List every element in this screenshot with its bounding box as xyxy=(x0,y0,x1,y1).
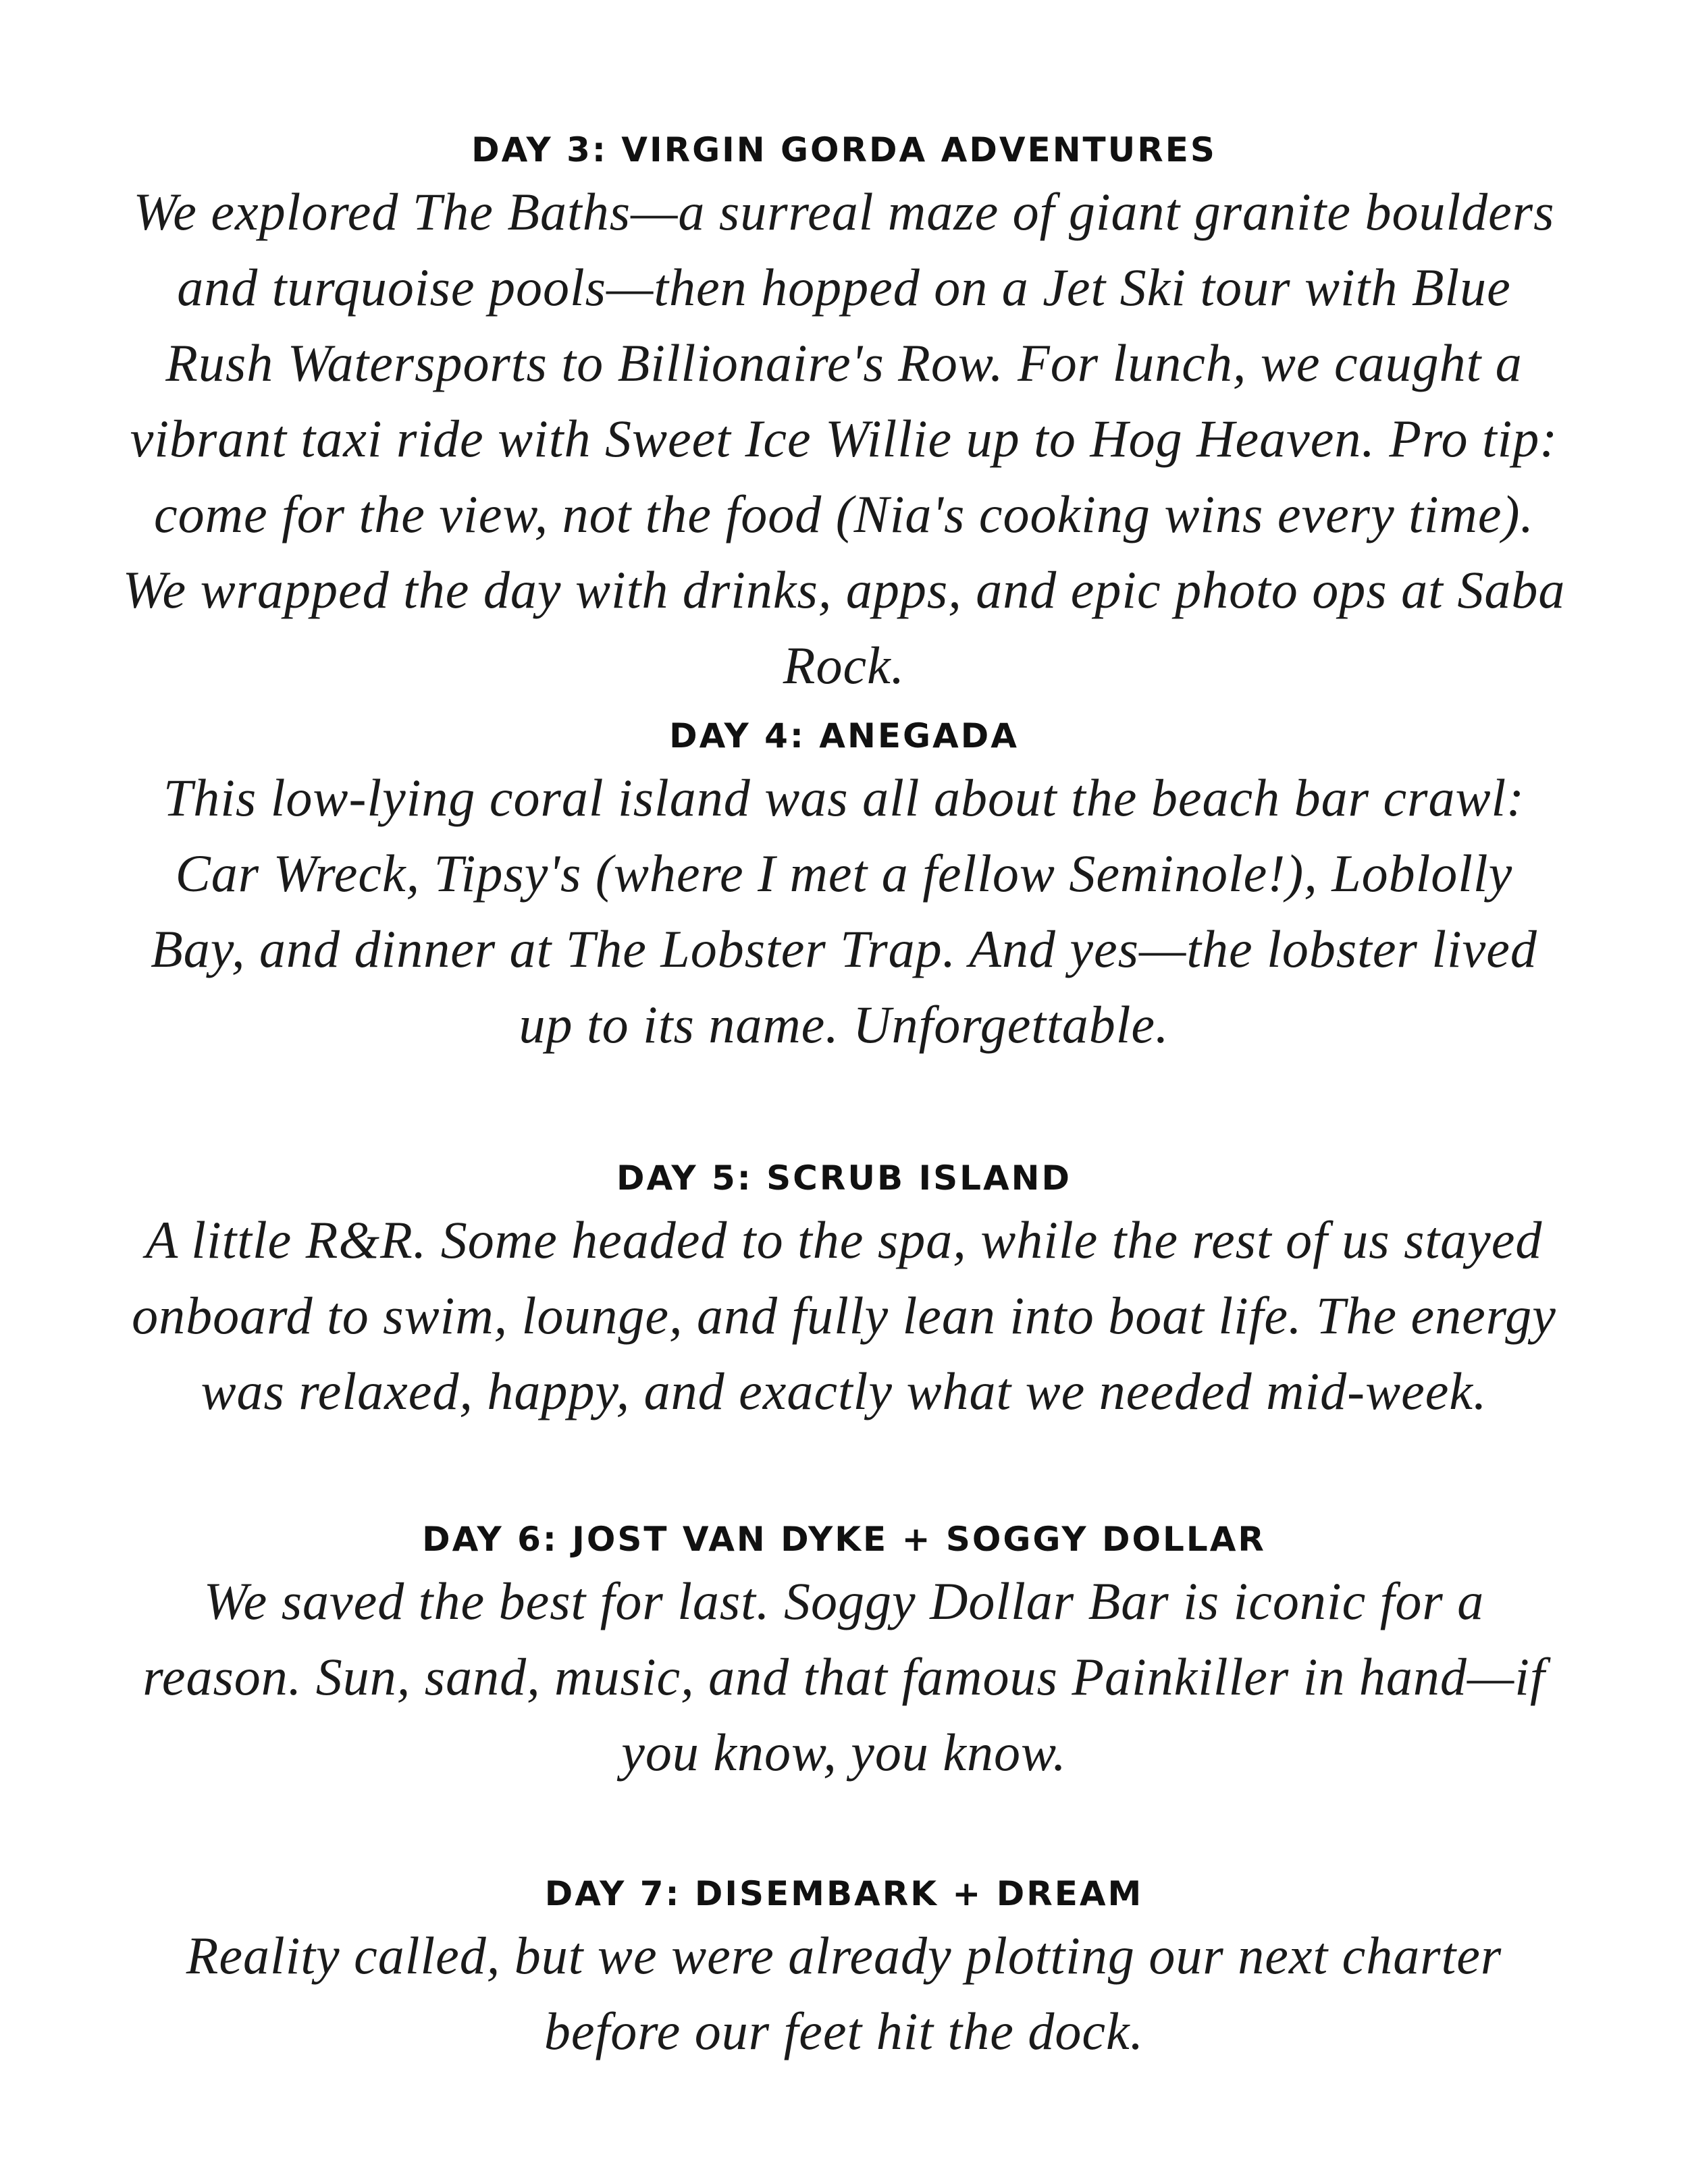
day-6-section xyxy=(122,1519,1566,1790)
day-7-description: Reality called, but we were already plotting our next charter before our feet hit the dock. xyxy=(186,1926,1502,2060)
day-4-section xyxy=(122,716,1566,1063)
day-3-heading: DAY 3: VIRGIN GORDA ADVENTURES xyxy=(471,130,1217,169)
day-7-heading: DAY 7: DISEMBARK + DREAM xyxy=(544,1874,1144,1913)
day-5-description: A little R&R. Some headed to the spa, while the rest of us stayed onboard to swim, lounge, and fully lean into boat life. The energy was relaxed, happy, and exactly what we needed mid-week. xyxy=(132,1210,1556,1420)
day-3-description: We explored The Baths—a surreal maze of giant granite boulders and turquoise pools—then hopped on a Jet Ski tour with Blue Rush Watersports to Billionaire's Row. For lunch, we caught a vibrant taxi ride with Sweet Ice Willie up to Hog Heaven. Pro tip: come for the view, not the food (Nia's cooking wins every time). We wrapped the day with drinks, apps, and epic photo ops at Saba Rock. xyxy=(122,182,1566,695)
day-4-description: This low-lying coral island was all about the beach bar crawl: Car Wreck, Tipsy's (where I met a fellow Seminole!), Loblolly Bay, and dinner at The Lobster Trap. And yes—the lobster lived up to its name. Unforgettable. xyxy=(151,768,1537,1054)
day-3-section xyxy=(122,130,1566,703)
day-7-section xyxy=(122,1873,1566,2069)
day-4-heading: DAY 4: ANEGADA xyxy=(669,716,1019,755)
day-5-heading: DAY 5: SCRUB ISLAND xyxy=(616,1158,1072,1198)
day-5-section xyxy=(122,1158,1566,1429)
day-6-heading: DAY 6: JOST VAN DYKE + SOGGY DOLLAR xyxy=(422,1520,1266,1559)
day-6-description: We saved the best for last. Soggy Dollar Bar is iconic for a reason. Sun, sand, music, and that famous Painkiller in hand—if you know, you know. xyxy=(142,1572,1546,1782)
